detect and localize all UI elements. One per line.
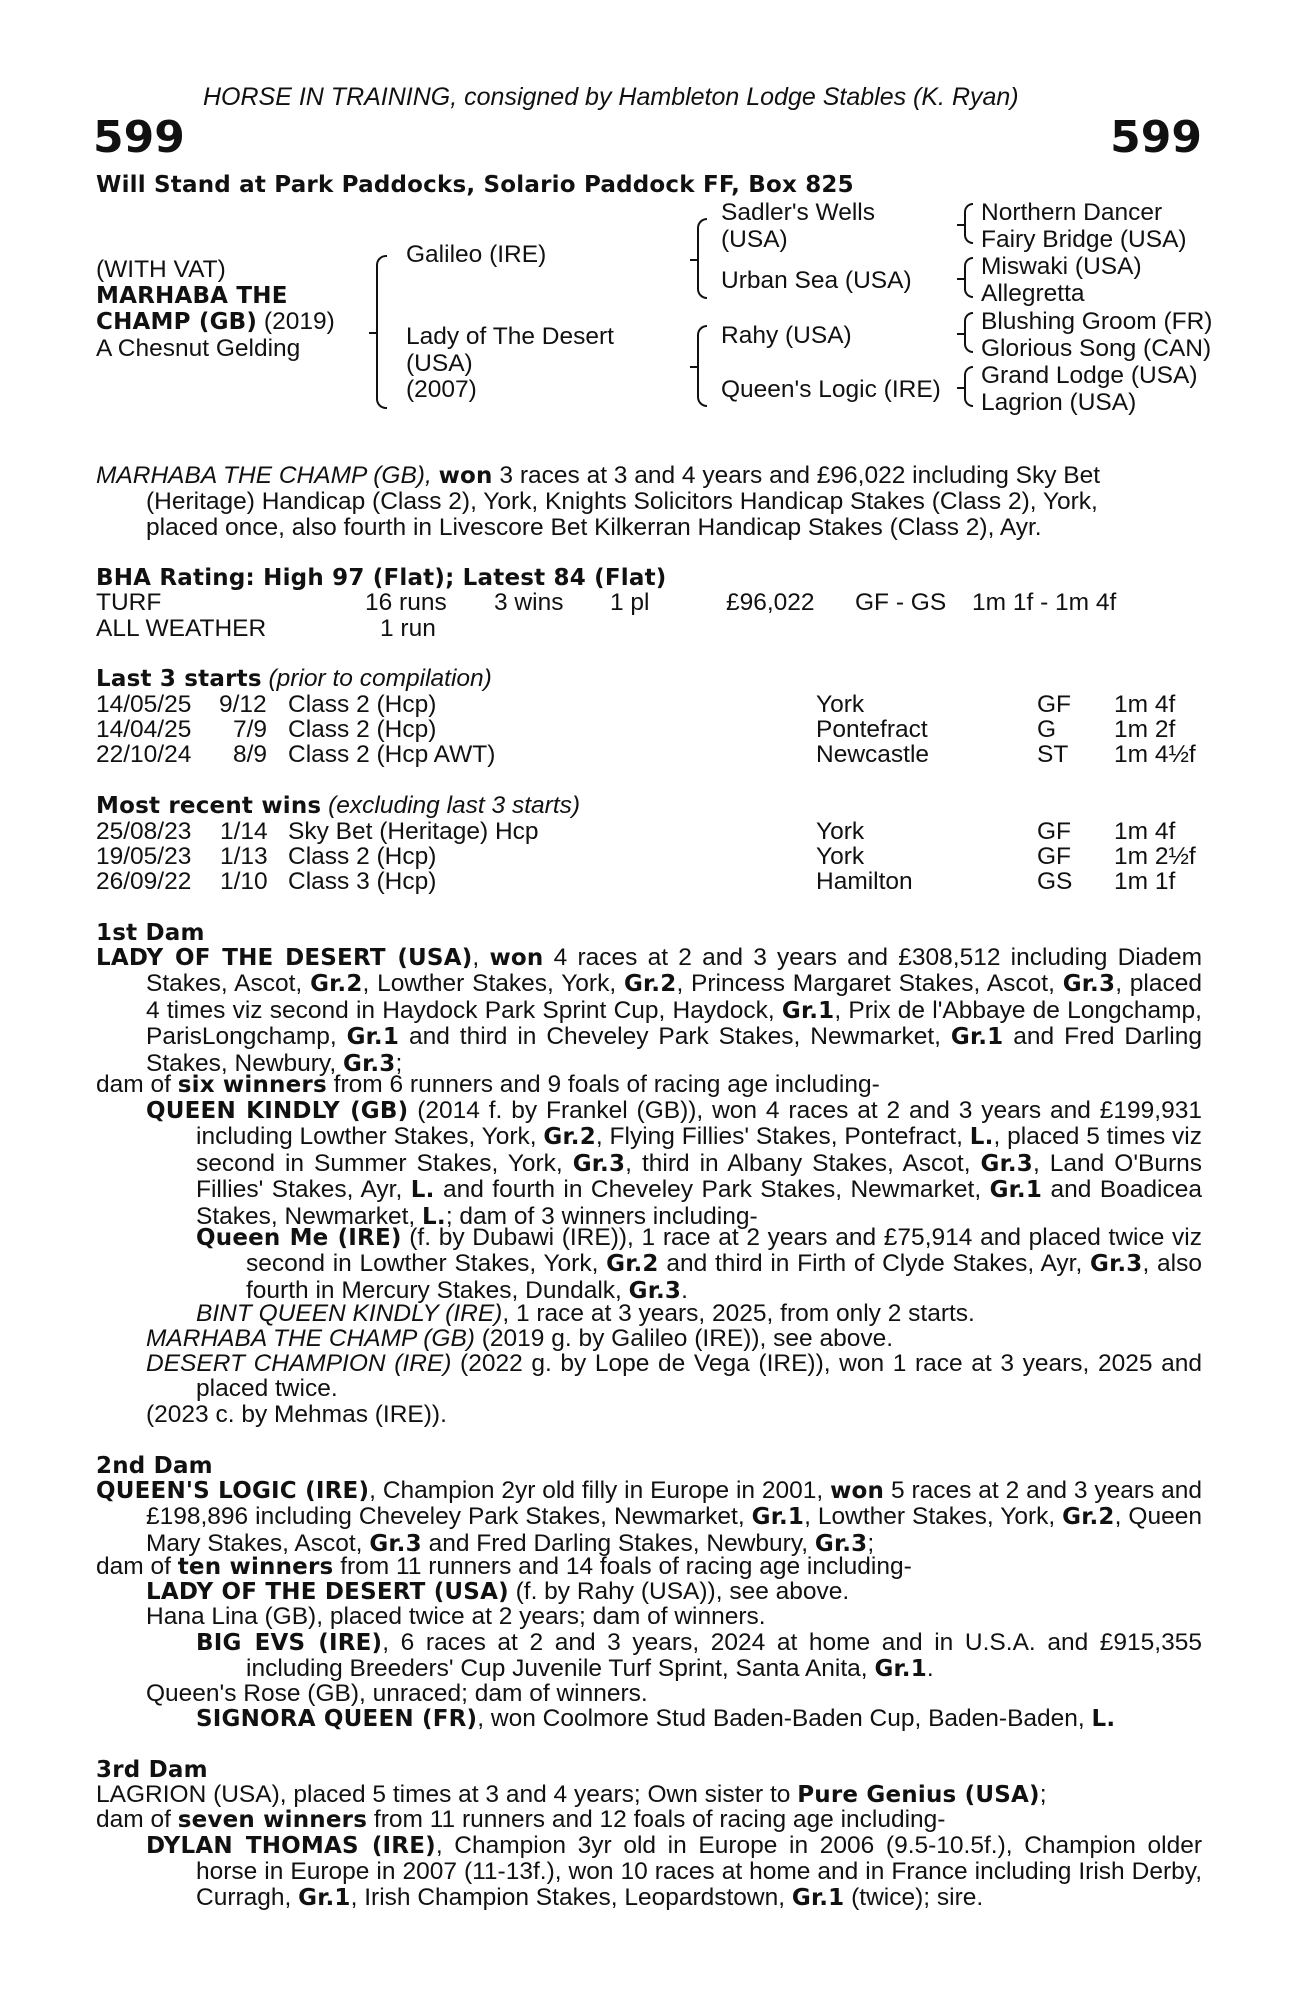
text: from 11 runners and 12 foals of racing age including-: [367, 1806, 946, 1833]
last3-note: (prior to compilation): [261, 665, 492, 692]
horse-name: DESERT CHAMPION (IRE): [146, 1350, 452, 1377]
text: , Irish Champion Stakes, Leopardstown,: [350, 1883, 792, 1911]
position: 8/9: [233, 741, 268, 768]
position: 1/13: [220, 843, 268, 870]
text: dam of: [96, 1071, 178, 1098]
sire-sire-line2: (USA): [721, 226, 788, 253]
brace-g2: [964, 257, 973, 298]
summary-horse: MARHABA THE CHAMP (GB),: [96, 462, 432, 489]
brace-g3: [964, 312, 973, 353]
dam1-dam-of: [96, 1072, 880, 1098]
going: G: [1037, 716, 1057, 743]
text: (f. by Dubawi (IRE)), 1 race at 2 years and £75,914 and placed twice viz second in Lowther Stakes, York,: [246, 1224, 1202, 1278]
brace-g4: [964, 366, 973, 407]
position: 9/12: [219, 691, 267, 718]
course: Hamilton: [816, 868, 913, 895]
recent-heading: [96, 793, 580, 819]
turf-going: GF - GS: [855, 589, 947, 616]
grade: Gr.1: [298, 1884, 351, 1911]
course: Pontefract: [816, 716, 928, 743]
date: 14/05/25: [96, 691, 192, 718]
text: , Lowther Stakes, York,: [804, 1503, 1063, 1531]
sire-dam: Urban Sea (USA): [721, 267, 912, 294]
grade: L.: [410, 1177, 435, 1204]
course: York: [816, 843, 865, 870]
turf-placed: 1 pl: [610, 589, 650, 616]
date: 22/10/24: [96, 741, 192, 768]
horse-name-line2: [96, 309, 335, 335]
winners-count: six winners: [177, 1072, 327, 1098]
turf-distance: 1m 1f - 1m 4f: [972, 589, 1117, 616]
text: and fourth in Cheveley Park Stakes, Newmarket,: [434, 1176, 990, 1204]
bha-rating: BHA Rating: High 97 (Flat); Latest 84 (Flat): [96, 565, 667, 591]
text: (2014 f. by Frankel (GB)), won 4 races at 2 and 3 years and £199,931 including Lowther Stakes, York,: [196, 1097, 1202, 1151]
turf-runs: 16 runs: [365, 589, 447, 616]
race: Class 3 (Hcp): [288, 868, 437, 895]
distance: 1m 1f: [1114, 868, 1176, 895]
text: , Champion 2yr old filly in Europe in 2001,: [369, 1477, 831, 1504]
horse-name: Pure Genius (USA): [797, 1782, 1040, 1808]
grade: Gr.2: [1062, 1504, 1115, 1531]
grade: Gr.1: [874, 1656, 927, 1683]
big-evs-entry: [196, 1630, 1202, 1683]
grade: Gr.3: [1062, 971, 1116, 998]
dam3-heading: 3rd Dam: [96, 1757, 208, 1783]
text: ; dam of 3 winners including-: [445, 1202, 758, 1230]
dam-dam: Queen's Logic (IRE): [721, 376, 941, 403]
text: and Boadicea Stakes, Newmarket,: [196, 1176, 1202, 1230]
dam3-dam-of: [96, 1807, 945, 1833]
summary-text1: 3 races at 3 and 4 years and £96,022 including Sky Bet: [492, 462, 1101, 489]
horse-name: LADY OF THE DESERT (USA): [146, 1579, 509, 1605]
queen-kindly-entry: [146, 1098, 1202, 1230]
dam-line1: Lady of The Desert: [406, 323, 614, 350]
grade: Gr.3: [572, 1150, 626, 1177]
lot-number-right: 599: [1110, 112, 1202, 163]
grade: Gr.3: [980, 1150, 1034, 1177]
grade: Gr.2: [606, 1251, 659, 1278]
text: and third in Cheveley Park Stakes, Newmarket,: [399, 1023, 951, 1051]
signora-queen-entry: [196, 1706, 1115, 1732]
date: 14/04/25: [96, 716, 192, 743]
text: , third in Albany Stakes, Ascot,: [625, 1149, 981, 1177]
text: ;: [1039, 1781, 1047, 1808]
text: , Champion 3yr old in Europe in 2006 (9.5-10.5f.), Champion older horse in Europe in 2007 (11-13f.), won 10 races at home and in France including Irish Derby, Curragh,: [196, 1832, 1203, 1911]
horse-name: MARHABA THE CHAMP (GB): [146, 1325, 475, 1352]
brace-sire: [697, 218, 707, 299]
dam2-dam-of: [96, 1554, 912, 1580]
course: York: [816, 691, 865, 718]
winners-count: ten winners: [177, 1554, 334, 1580]
position: 1/14: [220, 818, 268, 845]
grade: L.: [1091, 1706, 1116, 1732]
turf-prize: £96,022: [726, 589, 815, 616]
race: Sky Bet (Heritage) Hcp: [288, 818, 539, 845]
winners-count: seven winners: [177, 1807, 368, 1833]
grade: Gr.3: [342, 1050, 396, 1077]
date: 26/09/22: [96, 868, 192, 895]
queen-me-name: Queen Me (IRE): [196, 1225, 402, 1251]
grade: Gr.1: [791, 1884, 845, 1911]
text: , Flying Fillies' Stakes, Pontefract,: [595, 1123, 970, 1151]
sdd: Allegretta: [981, 280, 1085, 307]
date: 25/08/23: [96, 818, 192, 845]
aw-label: ALL WEATHER: [96, 615, 267, 642]
text: LAGRION (USA), placed 5 times at 3 and 4 years; Own sister to: [96, 1781, 798, 1808]
hana-lina-entry: Hana Lina (GB), placed twice at 2 years; dam of winners.: [146, 1603, 766, 1630]
sire-sire-line1: Sadler's Wells: [721, 199, 875, 226]
distance: 1m 4½f: [1114, 741, 1196, 768]
dam3-line1: [96, 1782, 1047, 1808]
dds: Grand Lodge (USA): [981, 362, 1198, 389]
vat-note: (WITH VAT): [96, 256, 226, 283]
text: .: [681, 1276, 688, 1304]
course: Newcastle: [816, 741, 930, 768]
position: 7/9: [233, 716, 268, 743]
text: , placed 5 times viz second in Summer Stakes, York,: [196, 1123, 1202, 1177]
going: GF: [1037, 691, 1072, 718]
dsd: Glorious Song (CAN): [981, 335, 1212, 362]
dam2-heading: 2nd Dam: [96, 1453, 213, 1479]
bint-queen-kindly: [196, 1301, 975, 1327]
dam-sire: Rahy (USA): [721, 322, 852, 349]
going: GF: [1037, 843, 1072, 870]
text: from 11 runners and 14 foals of racing age including-: [333, 1553, 912, 1580]
text: , 6 races at 2 and 3 years, 2024 at home and in U.S.A. and £915,355 including Breeders' Cup Juvenile Turf Sprint, Santa Anita,: [246, 1629, 1202, 1683]
grade: Gr.3: [628, 1277, 682, 1304]
queens-rose-entry: Queen's Rose (GB), unraced; dam of winners.: [146, 1680, 648, 1707]
grade: Gr.1: [781, 997, 835, 1024]
text: , Prix de l'Abbaye de Longchamp, ParisLongchamp,: [146, 996, 1202, 1051]
grade: Gr.3: [814, 1530, 868, 1557]
course: York: [816, 818, 865, 845]
text: and Fred Darling Stakes, Newbury,: [421, 1529, 815, 1557]
grade: L.: [422, 1203, 446, 1230]
text: , Land O'Burns Fillies' Stakes, Ayr,: [196, 1149, 1202, 1204]
text: ;: [395, 1049, 403, 1077]
marhaba-entry: [146, 1326, 893, 1352]
dam1-heading: 1st Dam: [96, 920, 205, 946]
sss: Northern Dancer: [981, 199, 1163, 226]
big-evs-name: BIG EVS (IRE): [196, 1630, 383, 1656]
text: , won Coolmore Stud Baden-Baden Cup, Baden-Baden,: [477, 1705, 1092, 1732]
ddd: Lagrion (USA): [981, 389, 1137, 416]
horse-name: SIGNORA QUEEN (FR): [196, 1706, 478, 1732]
turf-label: TURF: [96, 589, 162, 616]
text: (2019 g. by Galileo (IRE)), see above.: [474, 1325, 894, 1352]
won: won: [830, 1478, 885, 1504]
position: 1/10: [220, 868, 268, 895]
brace-dam: [697, 325, 707, 407]
lady-desert-entry: [146, 1579, 849, 1605]
brace-g1: [964, 203, 973, 244]
grade: Gr.3: [369, 1530, 422, 1557]
grade: Gr.1: [751, 1504, 805, 1531]
text: ;: [867, 1529, 875, 1557]
last3-title: Last 3 starts: [96, 666, 262, 692]
date: 19/05/23: [96, 843, 192, 870]
grade: Gr.1: [950, 1024, 1004, 1051]
text: (twice); sire.: [844, 1883, 984, 1911]
dss: Blushing Groom (FR): [981, 308, 1213, 335]
dam2-race-record: [96, 1478, 1202, 1557]
grade: Gr.2: [310, 971, 363, 998]
text: dam of: [96, 1553, 178, 1580]
dam-line2: (USA): [406, 350, 473, 377]
race: Class 2 (Hcp): [288, 843, 437, 870]
consignment-line: HORSE IN TRAINING, consigned by Hambleton Lodge Stables (K. Ryan): [203, 83, 1019, 111]
going: GF: [1037, 818, 1072, 845]
horse-name-part2: CHAMP (GB): [96, 309, 258, 335]
text: from 6 runners and 9 foals of racing age including-: [326, 1071, 880, 1098]
stand-location: Will Stand at Park Paddocks, Solario Paddock FF, Box 825: [96, 172, 854, 198]
ssd: Fairy Bridge (USA): [981, 226, 1187, 253]
grade: Gr.3: [1090, 1251, 1143, 1278]
text: , 1 race at 3 years, 2025, from only 2 starts.: [502, 1300, 975, 1327]
queen-kindly-name: QUEEN KINDLY (GB): [146, 1098, 409, 1124]
grade: Gr.1: [346, 1024, 400, 1051]
text: , also fourth in Mercury Stakes, Dundalk,: [246, 1250, 1203, 1304]
distance: 1m 4f: [1114, 818, 1176, 845]
text: , placed 4 times viz second in Haydock Park Sprint Cup, Haydock,: [146, 970, 1202, 1024]
distance: 1m 2f: [1114, 716, 1176, 743]
dam1-won: won: [489, 945, 544, 971]
aw-runs: 1 run: [380, 615, 436, 642]
text: , Princess Margaret Stakes, Ascot,: [676, 970, 1063, 998]
text: and third in Firth of Clyde Stakes, Ayr,: [658, 1250, 1091, 1278]
distance: 1m 4f: [1114, 691, 1176, 718]
dam1-race-record: LADY OF THE DESERT (USA), won 4 races at 2 and 3 years and £308,512 including Diadem Stakes, Ascot, Gr.2, Lowther Stakes, York, Gr.2, Princess Margaret Stakes, Ascot, Gr.3, placed 4 times viz second in Haydock Park Sprint Cup, Haydock, Gr.1, Prix de l'Abbaye de Longchamp, ParisLongchamp, Gr.1 and third in Cheveley Park Stakes, Newmarket, Gr.1 and Fred Darling Stakes, Newbury, Gr.3;: [96, 944, 1202, 1077]
distance: 1m 2½f: [1114, 843, 1196, 870]
horse-name: BINT QUEEN KINDLY (IRE): [196, 1300, 503, 1327]
text: 5 races at 2 and 3 years and £198,896 including Cheveley Park Stakes, Newmarket,: [146, 1477, 1203, 1531]
race: Class 2 (Hcp): [288, 716, 437, 743]
summary-line1: [96, 463, 1100, 489]
summary-line2: (Heritage) Handicap (Class 2), York, Knights Solicitors Handicap Stakes (Class 2), York,: [146, 488, 1098, 515]
sds: Miswaki (USA): [981, 253, 1142, 280]
text: (f. by Rahy (USA)), see above.: [508, 1578, 850, 1605]
colt-2023: (2023 c. by Mehmas (IRE)).: [146, 1401, 447, 1428]
dam1-name: LADY OF THE DESERT (USA): [96, 945, 473, 971]
race: Class 2 (Hcp): [288, 691, 437, 718]
text: and Fred Darling Stakes, Newbury,: [146, 1023, 1202, 1077]
lot-number-left: 599: [93, 112, 185, 163]
grade: Gr.1: [989, 1177, 1043, 1204]
going: GS: [1037, 868, 1073, 895]
grade: Gr.2: [543, 1124, 596, 1151]
text: .: [926, 1655, 934, 1683]
last3-heading: [96, 666, 492, 692]
text: , Queen Mary Stakes, Ascot,: [146, 1503, 1202, 1557]
dylan-thomas-entry: [146, 1833, 1202, 1911]
dam-line3: (2007): [406, 376, 477, 403]
horse-description: A Chesnut Gelding: [96, 335, 301, 362]
recent-note: (excluding last 3 starts): [321, 792, 581, 819]
dam2-name: QUEEN'S LOGIC (IRE): [96, 1478, 370, 1504]
grade: L.: [969, 1124, 994, 1151]
brace-parents: [376, 255, 387, 409]
horse-year: (2019): [257, 308, 335, 335]
text: dam of: [96, 1806, 178, 1833]
sire: Galileo (IRE): [406, 241, 547, 268]
text: 4 races at 2 and 3 years and £308,512 including Diadem Stakes, Ascot,: [146, 944, 1202, 998]
race: Class 2 (Hcp AWT): [288, 741, 496, 768]
grade: Gr.2: [623, 971, 677, 998]
desert-champion-entry: [146, 1351, 1202, 1402]
text: (2022 g. by Lope de Vega (IRE)), won 1 race at 3 years, 2025 and placed twice.: [196, 1350, 1202, 1403]
recent-title: Most recent wins: [96, 793, 322, 819]
summary-line3: placed once, also fourth in Livescore Bet Kilkerran Handicap Stakes (Class 2), Ayr.: [146, 514, 1042, 541]
going: ST: [1037, 741, 1069, 768]
dylan-thomas-name: DYLAN THOMAS (IRE): [146, 1833, 436, 1859]
summary-won: won: [438, 463, 493, 489]
text: , Lowther Stakes, York,: [362, 970, 624, 998]
queen-me-entry: [196, 1225, 1202, 1304]
horse-name-line1: MARHABA THE: [96, 283, 288, 309]
turf-wins: 3 wins: [494, 589, 564, 616]
